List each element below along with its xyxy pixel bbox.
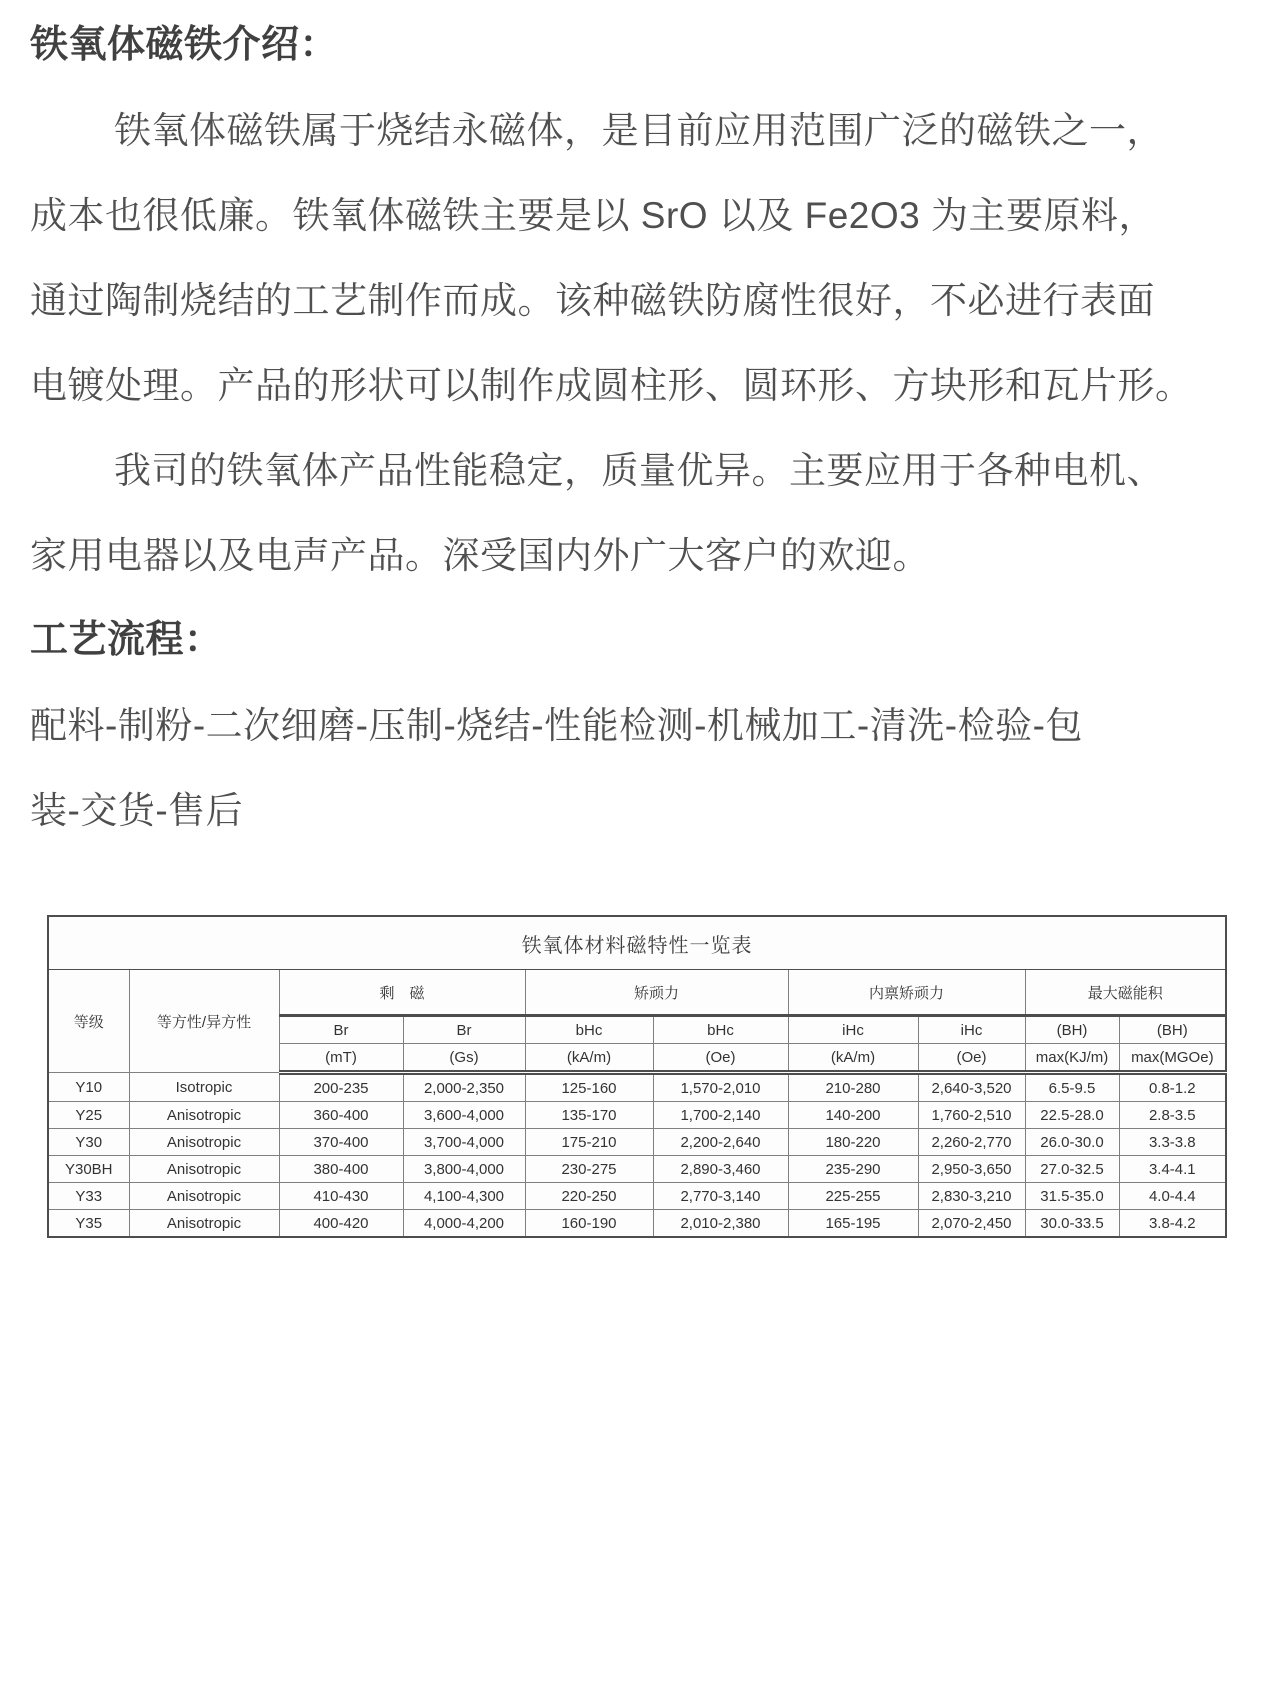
table-cell: 210-280: [788, 1073, 918, 1102]
table-cell: 3,800-4,000: [403, 1156, 525, 1183]
subheader-bh-kjm: (BH): [1025, 1016, 1119, 1044]
table-row: [48, 1156, 1226, 1183]
table-row: [48, 1210, 1226, 1238]
table-cell: 2.8-3.5: [1119, 1102, 1226, 1129]
table-cell: 2,000-2,350: [403, 1073, 525, 1102]
table-cell: Anisotropic: [129, 1102, 279, 1129]
intro-line-6: 家用电器以及电声产品。深受国内外广大客户的欢迎。: [30, 535, 930, 576]
table-cell: 370-400: [279, 1129, 403, 1156]
intro-heading: 铁氧体磁铁介绍：: [30, 24, 339, 66]
table-cell: 2,830-3,210: [918, 1183, 1025, 1210]
subheader-bh-mgoe: (BH): [1119, 1016, 1226, 1044]
col-group-coercivity: 矫顽力: [525, 970, 788, 1016]
table-group-header-row: [48, 970, 1226, 1016]
table-title: 铁氧体材料磁特性一览表: [48, 916, 1226, 970]
table-row: [48, 1073, 1226, 1102]
table-cell: 27.0-32.5: [1025, 1156, 1119, 1183]
table-cell: 200-235: [279, 1073, 403, 1102]
table-cell: 4,100-4,300: [403, 1183, 525, 1210]
magnet-properties-table: [47, 915, 1227, 1238]
table-cell: Anisotropic: [129, 1210, 279, 1238]
table-cell: 360-400: [279, 1102, 403, 1129]
table-row: [48, 1129, 1226, 1156]
table-cell: 410-430: [279, 1183, 403, 1210]
table-cell: 135-170: [525, 1102, 653, 1129]
table-cell: 2,070-2,450: [918, 1210, 1025, 1238]
table-cell: 30.0-33.5: [1025, 1210, 1119, 1238]
unit-gs: (Gs): [403, 1044, 525, 1073]
process-line-1: 配料-制粉-二次细磨-压制-烧结-性能检测-机械加工-清洗-检验-包: [30, 705, 1083, 746]
table-cell: Isotropic: [129, 1073, 279, 1102]
intro-line-1: 铁氧体磁铁属于烧结永磁体，是目前应用范围广泛的磁铁之一，: [114, 110, 1164, 151]
intro-line-3: 通过陶制烧结的工艺制作而成。该种磁铁防腐性很好，不必进行表面: [30, 280, 1155, 321]
intro-line-2: 成本也很低廉。铁氧体磁铁主要是以 SrO 以及 Fe2O3 为主要原料，: [30, 195, 1157, 236]
table-cell: 2,950-3,650: [918, 1156, 1025, 1183]
unit-mt: (mT): [279, 1044, 403, 1073]
subheader-ihc-oe: iHc: [918, 1016, 1025, 1044]
intro-line-5: 我司的铁氧体产品性能稳定，质量优异。主要应用于各种电机、: [114, 450, 1164, 491]
table-cell: Y25: [48, 1102, 129, 1129]
table-cell: 380-400: [279, 1156, 403, 1183]
table-cell: 220-250: [525, 1183, 653, 1210]
table-cell: 160-190: [525, 1210, 653, 1238]
col-header-grade: 等级: [48, 970, 129, 1073]
unit-max-kjm: max(KJ/m): [1025, 1044, 1119, 1073]
table-cell: 225-255: [788, 1183, 918, 1210]
table-cell: Y35: [48, 1210, 129, 1238]
col-group-intrinsic-coercivity: 内禀矫顽力: [788, 970, 1025, 1016]
subheader-br-gs: Br: [403, 1016, 525, 1044]
col-group-max-energy-product: 最大磁能积: [1025, 970, 1226, 1016]
table-cell: 165-195: [788, 1210, 918, 1238]
table-cell: 2,260-2,770: [918, 1129, 1025, 1156]
intro-line-4: 电镀处理。产品的形状可以制作成圆柱形、圆环形、方块形和瓦片形。: [30, 365, 1193, 406]
table-cell: 3.3-3.8: [1119, 1129, 1226, 1156]
table-cell: 31.5-35.0: [1025, 1183, 1119, 1210]
table-cell: 4.0-4.4: [1119, 1183, 1226, 1210]
table-cell: 2,640-3,520: [918, 1073, 1025, 1102]
table-cell: 22.5-28.0: [1025, 1102, 1119, 1129]
table-cell: 235-290: [788, 1156, 918, 1183]
table-cell: 400-420: [279, 1210, 403, 1238]
table-cell: 140-200: [788, 1102, 918, 1129]
table-cell: 180-220: [788, 1129, 918, 1156]
table-cell: Y30: [48, 1129, 129, 1156]
table-row: [48, 1102, 1226, 1129]
subheader-br-mt: Br: [279, 1016, 403, 1044]
table-cell: 3,600-4,000: [403, 1102, 525, 1129]
unit-max-mgoe: max(MGOe): [1119, 1044, 1226, 1073]
table-cell: 0.8-1.2: [1119, 1073, 1226, 1102]
table-cell: 1,570-2,010: [653, 1073, 788, 1102]
table-cell: 4,000-4,200: [403, 1210, 525, 1238]
table-cell: 2,770-3,140: [653, 1183, 788, 1210]
table-title-row: [48, 916, 1226, 970]
process-line-2: 装-交货-售后: [30, 790, 244, 831]
table-cell: 1,700-2,140: [653, 1102, 788, 1129]
table-cell: 230-275: [525, 1156, 653, 1183]
unit-kam-2: (kA/m): [788, 1044, 918, 1073]
unit-kam-1: (kA/m): [525, 1044, 653, 1073]
table-cell: 2,010-2,380: [653, 1210, 788, 1238]
subheader-bhc-kam: bHc: [525, 1016, 653, 1044]
table-cell: Anisotropic: [129, 1129, 279, 1156]
table-cell: 2,200-2,640: [653, 1129, 788, 1156]
table-cell: Y33: [48, 1183, 129, 1210]
table-cell: Anisotropic: [129, 1156, 279, 1183]
unit-oe-1: (Oe): [653, 1044, 788, 1073]
unit-oe-2: (Oe): [918, 1044, 1025, 1073]
table-cell: 1,760-2,510: [918, 1102, 1025, 1129]
subheader-bhc-oe: bHc: [653, 1016, 788, 1044]
table-cell: 3,700-4,000: [403, 1129, 525, 1156]
table-cell: 26.0-30.0: [1025, 1129, 1119, 1156]
table-cell: 2,890-3,460: [653, 1156, 788, 1183]
table-cell: Y10: [48, 1073, 129, 1102]
table-cell: 175-210: [525, 1129, 653, 1156]
table-row: [48, 1183, 1226, 1210]
col-group-remanence: 剩 磁: [279, 970, 525, 1016]
table-cell: Anisotropic: [129, 1183, 279, 1210]
subheader-ihc-kam: iHc: [788, 1016, 918, 1044]
process-heading: 工艺流程：: [30, 619, 223, 661]
table-cell: Y30BH: [48, 1156, 129, 1183]
table-cell: 3.8-4.2: [1119, 1210, 1226, 1238]
table-cell: 125-160: [525, 1073, 653, 1102]
table-cell: 6.5-9.5: [1025, 1073, 1119, 1102]
table-cell: 3.4-4.1: [1119, 1156, 1226, 1183]
col-header-isotropy: 等方性/异方性: [129, 970, 279, 1073]
